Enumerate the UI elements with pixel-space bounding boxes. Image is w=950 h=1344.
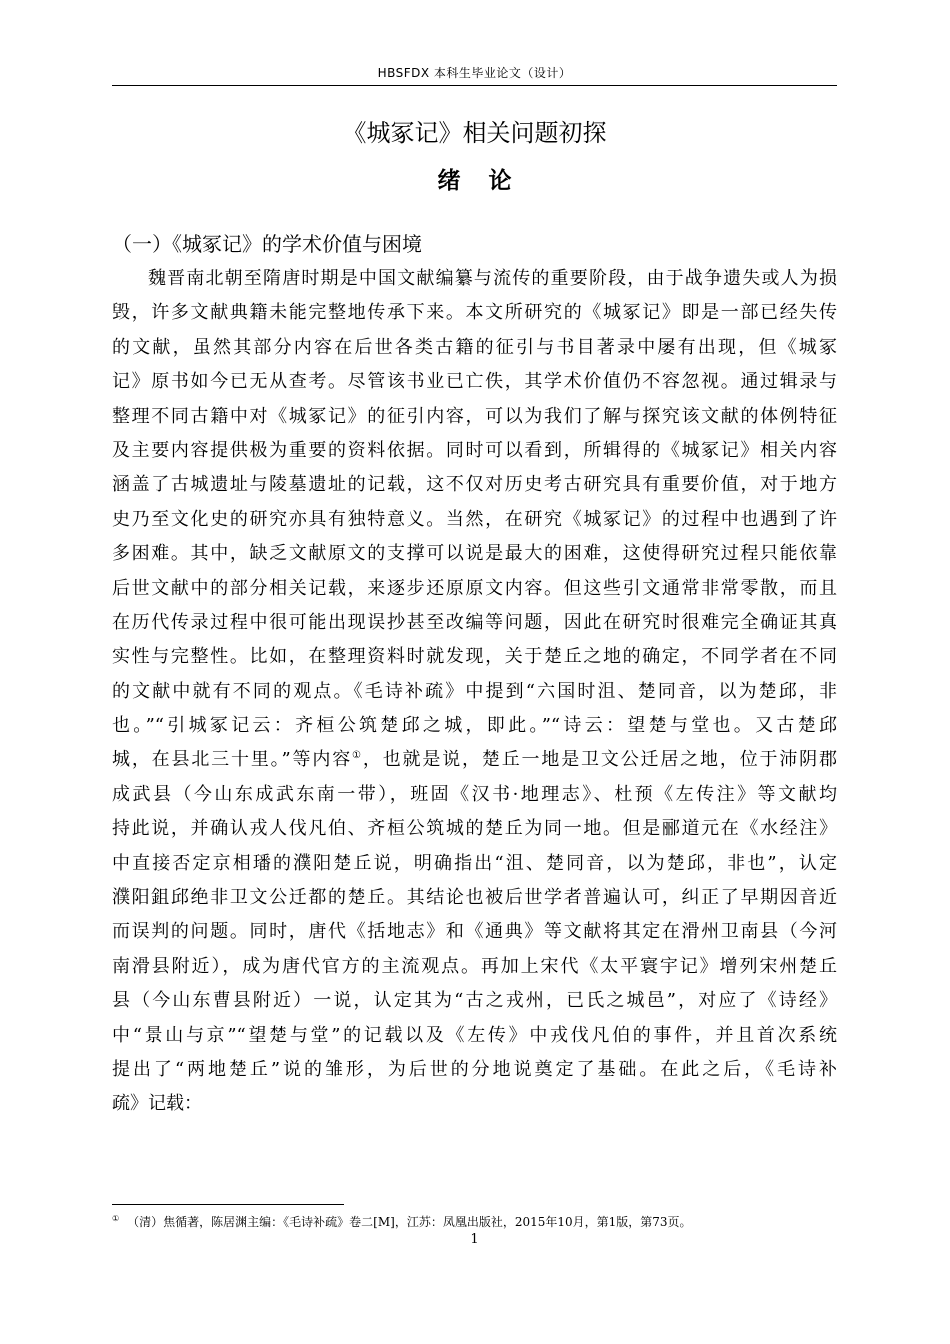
section-heading: （一）《城冢记》的学术价值与困境 (112, 232, 422, 256)
footnote (112, 1213, 837, 1230)
body-line: 疏》记载： (112, 1093, 202, 1115)
body-line: 整理不同古籍中对《城冢记》的征引内容，可以为我们了解与探究该文献的体例特征 (112, 405, 837, 427)
body-line: 濮阳鉏邱绝非卫文公迁都的楚丘。其结论也被后世学者普遍认可，纠正了早期因音近 (112, 887, 837, 909)
body-line: 魏晋南北朝至隋唐时期是中国文献编纂与流传的重要阶段，由于战争遗失或人为损 (148, 268, 837, 289)
body-line-tail: ，也就是说，楚丘一地是卫文公迁居之地，位于沛阴郡 (362, 749, 838, 771)
header-rule (112, 85, 837, 86)
body-line-with-footnote (112, 743, 837, 777)
body-line: 史乃至文化史的研究亦具有独特意义。当然，在研究《城冢记》的过程中也遇到了许 (112, 508, 837, 530)
footnote-text: （清）焦循著，陈居渊主编：《毛诗补疏》卷二[M]，江苏：凤凰出版社，2015年10月，第1版，第73页。 (127, 1215, 692, 1229)
body-line: 涵盖了古城遗址与陵墓遗址的记载，这不仅对历史考古研究具有重要价值，对于地方 (112, 474, 837, 496)
body-line: 中“景山与京”“望楚与堂”的记载以及《左传》中戎伐凡伯的事件，并且首次系统 (112, 1024, 837, 1046)
body-line: 成武县（今山东成武东南一带），班固《汉书·地理志》、杜预《左传注》等文献均 (112, 783, 837, 805)
body-line: 持此说，并确认戎人伐凡伯、齐桓公筑城的楚丘为同一地。但是郦道元在《水经注》 (112, 818, 837, 840)
body-line: 实性与完整性。比如，在整理资料时就发现，关于楚丘之地的确定，不同学者在不同 (112, 646, 837, 668)
body-line: 而误判的问题。同时，唐代《括地志》和《通典》等文献将其定在滑州卫南县（今河 (112, 921, 837, 943)
body-line: 毁，许多文献典籍未能完整地传承下来。本文所研究的《城冢记》即是一部已经失传 (112, 302, 837, 324)
body-line: 也。”“引城冢记云：齐桓公筑楚邱之城，即此。”“诗云：望楚与堂也。又古楚邱 (112, 715, 837, 737)
body-line: 的文献中就有不同的观点。《毛诗补疏》中提到“六国时沮、楚同音，以为楚邱，非 (112, 680, 837, 702)
body-line: 记》原书如今已无从查考。尽管该书业已亡佚，其学术价值仍不容忽视。通过辑录与 (112, 371, 837, 393)
footnote-marker: ① (112, 1214, 120, 1223)
body-line: 后世文献中的部分相关记载，来逐步还原原文内容。但这些引文通常非常零散，而且 (112, 577, 837, 599)
footnote-rule (112, 1204, 344, 1205)
body-line: 县（今山东曹县附近）一说，认定其为“古之戎州，已氏之城邑”，对应了《诗经》 (112, 990, 837, 1012)
body-line: 南滑县附近），成为唐代官方的主流观点。再加上宋代《太平寰宇记》增列宋州楚丘 (112, 955, 837, 977)
page-header: HBSFDX 本科生毕业论文（设计） (377, 66, 572, 80)
page-number: 1 (470, 1232, 479, 1247)
body-line: 提出了“两地楚丘”说的雏形，为后世的分地说奠定了基础。在此之后，《毛诗补 (112, 1058, 837, 1080)
body-line-head: 城，在县北三十里。”等内容 (112, 749, 353, 771)
body-text (112, 262, 837, 1122)
chapter-title: 绪论 (437, 168, 540, 194)
body-line: 在历代传录过程中很可能出现误抄甚至改编等问题，因此在研究时很难完全确证其真 (112, 611, 837, 633)
body-line: 多困难。其中，缺乏文献原文的支撑可以说是最大的困难，这使得研究过程只能依靠 (112, 543, 837, 565)
body-line: 中直接否定京相璠的濮阳楚丘说，明确指出“沮、楚同音，以为楚邱，非也”，认定 (112, 852, 837, 874)
body-line: 及主要内容提供极为重要的资料依据。同时可以看到，所辑得的《城冢记》相关内容 (112, 439, 837, 461)
body-line: 的文献，虽然其部分内容在后世各类古籍的征引与书目著录中屡有出现，但《城冢 (112, 336, 837, 358)
footnote-reference[interactable]: ① (352, 750, 363, 762)
paper-title: 《城冢记》相关问题初探 (342, 119, 607, 147)
